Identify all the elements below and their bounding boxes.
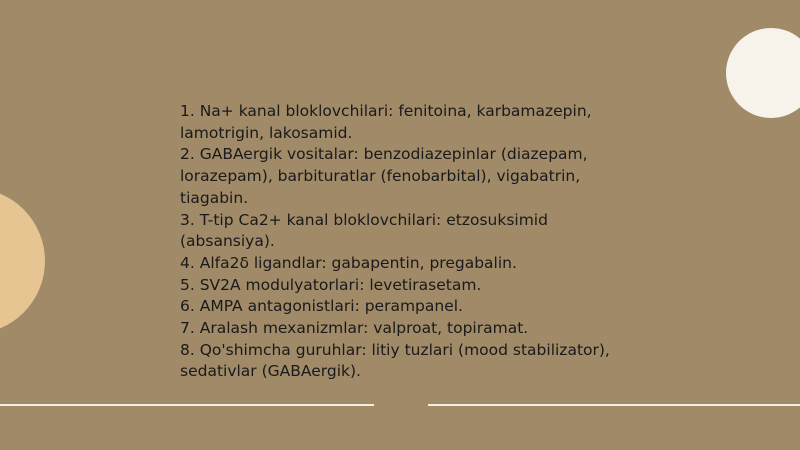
list-item: 6. AMPA antagonistlari: perampanel. <box>180 297 463 316</box>
list-item: 8. Qo'shimcha guruhlar: litiy tuzlari (mood stabilizator), sedativlar (GABAergik). <box>180 340 610 381</box>
drug-class-list <box>180 101 620 383</box>
decorative-circle-top-right <box>726 28 800 118</box>
divider-line-right <box>428 404 800 406</box>
list-item: 5. SV2A modulyatorlari: levetirasetam. <box>180 275 482 294</box>
list-item: 7. Aralash mexanizmlar: valproat, topiramat. <box>180 319 529 338</box>
list-item: 1. Na+ kanal bloklovchilari: fenitoina, karbamazepin, lamotrigin, lakosamid. <box>180 102 592 142</box>
list-item: 3. T-tip Ca2+ kanal bloklovchilari: etzosuksimid (absansiya). <box>180 210 548 251</box>
list-item: 4. Alfa2δ ligandlar: gabapentin, pregabalin. <box>180 253 517 272</box>
divider-line-left <box>0 404 374 406</box>
list-item: 2. GABAergik vositalar: benzodiazepinlar (diazepam, lorazepam), barbituratlar (fenobarbital), vigabatrin, tiagabin. <box>180 145 588 207</box>
decorative-circle-left <box>0 188 45 334</box>
